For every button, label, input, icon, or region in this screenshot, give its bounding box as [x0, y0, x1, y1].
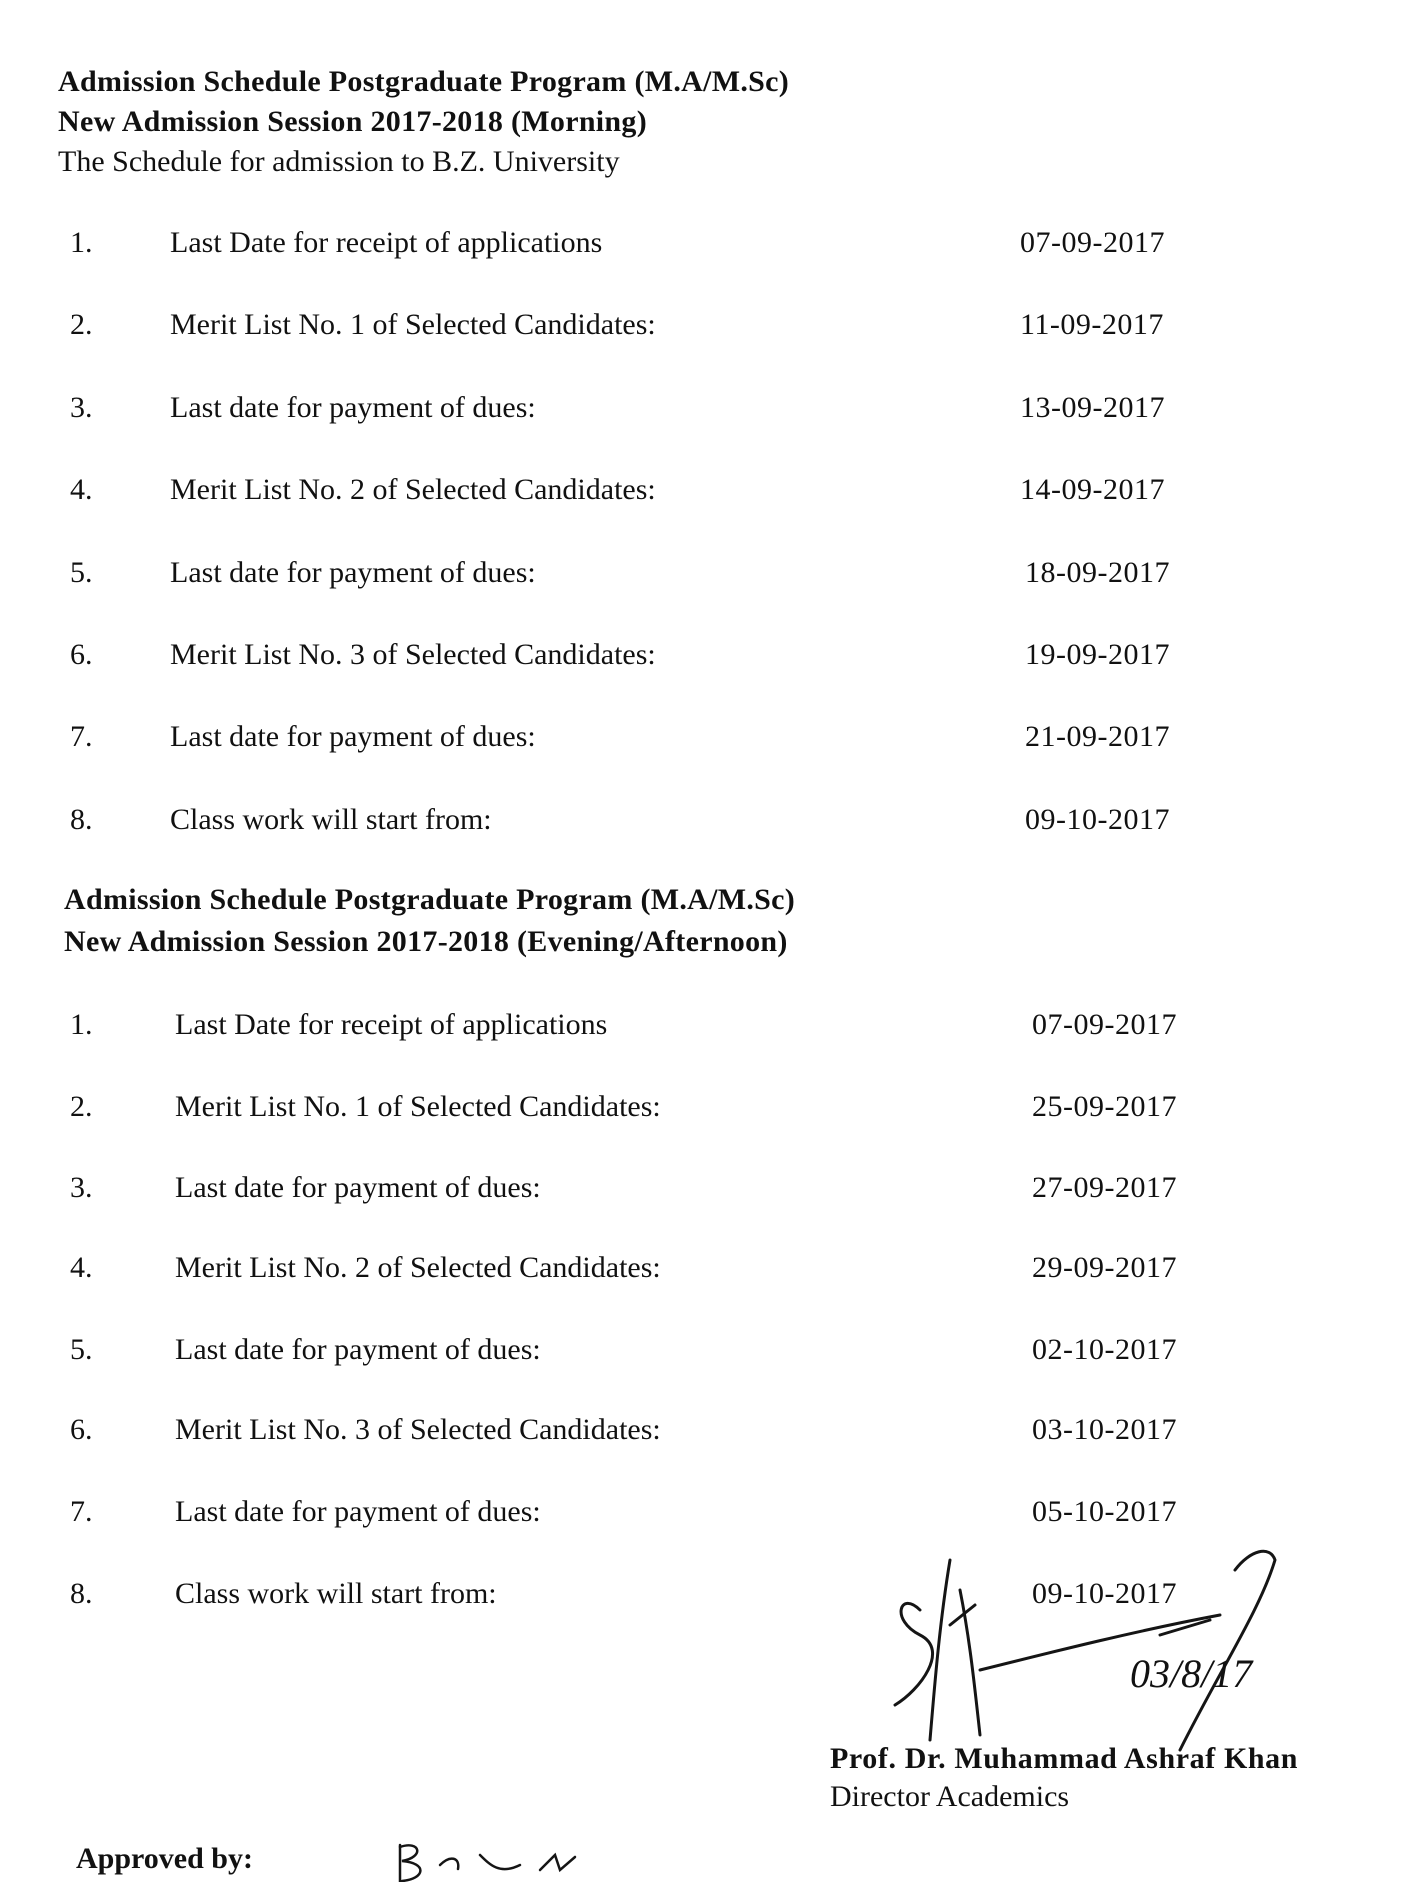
- row-date: 07-09-2017: [1032, 1008, 1177, 1041]
- row-date: 25-09-2017: [1032, 1090, 1177, 1123]
- row-number: 3.: [70, 391, 93, 424]
- row-label: Merit List No. 1 of Selected Candidates:: [170, 308, 656, 341]
- morning-title-line2: New Admission Session 2017-2018 (Morning): [58, 105, 648, 138]
- signatory-title: Director Academics: [830, 1780, 1070, 1813]
- handwritten-date: 03/8/17: [1130, 1651, 1253, 1696]
- row-number: 1.: [70, 226, 93, 259]
- schedule-row: [70, 1087, 1200, 1127]
- row-label: Last date for payment of dues:: [175, 1333, 541, 1366]
- row-label: Last Date for receipt of applications: [170, 226, 603, 259]
- row-number: 5.: [70, 1333, 93, 1366]
- schedule-row: [70, 800, 1190, 840]
- morning-subtitle: The Schedule for admission to B.Z. University: [58, 145, 620, 178]
- approver-signature: [380, 1835, 680, 1882]
- row-number: 8.: [70, 1577, 93, 1610]
- approved-by-label: Approved by:: [76, 1842, 253, 1875]
- evening-title-line2: New Admission Session 2017-2018 (Evening/Afternoon): [64, 925, 788, 958]
- row-number: 6.: [70, 638, 93, 671]
- row-label: Last date for payment of dues:: [170, 720, 536, 753]
- row-number: 7.: [70, 1495, 93, 1528]
- row-date: 29-09-2017: [1032, 1251, 1177, 1284]
- row-label: Class work will start from:: [175, 1577, 497, 1610]
- morning-title-line1: Admission Schedule Postgraduate Program (M.A/M.Sc): [58, 65, 790, 98]
- row-date: 02-10-2017: [1032, 1333, 1177, 1366]
- schedule-row: [70, 1492, 1200, 1532]
- row-label: Merit List No. 1 of Selected Candidates:: [175, 1090, 661, 1123]
- row-date: 11-09-2017: [1020, 308, 1164, 341]
- row-number: 4.: [70, 1251, 93, 1284]
- signatory-name-text: Prof. Dr. Muhammad Ashraf Khan: [830, 1742, 1299, 1775]
- row-number: 7.: [70, 720, 93, 753]
- schedule-row: [70, 553, 1190, 593]
- row-number: 2.: [70, 1090, 93, 1123]
- schedule-row: [70, 470, 1190, 510]
- row-date: 18-09-2017: [1025, 556, 1170, 589]
- schedule-row: [70, 717, 1190, 757]
- evening-title-line1: Admission Schedule Postgraduate Program (M.A/M.Sc): [64, 883, 796, 916]
- row-date: 03-10-2017: [1032, 1413, 1177, 1446]
- row-number: 3.: [70, 1171, 93, 1204]
- row-number: 6.: [70, 1413, 93, 1446]
- row-label: Merit List No. 2 of Selected Candidates:: [170, 473, 656, 506]
- row-label: Last date for payment of dues:: [175, 1495, 541, 1528]
- schedule-row: [70, 223, 1190, 263]
- row-label: Merit List No. 2 of Selected Candidates:: [175, 1251, 661, 1284]
- schedule-row: [70, 305, 1190, 345]
- row-label: Last date for payment of dues:: [170, 391, 536, 424]
- row-number: 8.: [70, 803, 93, 836]
- schedule-row: [70, 1168, 1200, 1208]
- row-date: 14-09-2017: [1020, 473, 1165, 506]
- row-label: Last date for payment of dues:: [175, 1171, 541, 1204]
- schedule-row: [70, 388, 1190, 428]
- row-date: 13-09-2017: [1020, 391, 1165, 424]
- schedule-row: [70, 1248, 1200, 1288]
- row-date: 21-09-2017: [1025, 720, 1170, 753]
- row-date: 27-09-2017: [1032, 1171, 1177, 1204]
- row-number: 1.: [70, 1008, 93, 1041]
- schedule-row: [70, 1330, 1200, 1370]
- signatory-name: [830, 1740, 1298, 1778]
- row-number: 5.: [70, 556, 93, 589]
- row-date: 07-09-2017: [1020, 226, 1165, 259]
- row-date: 09-10-2017: [1025, 803, 1170, 836]
- schedule-row: [70, 1005, 1200, 1045]
- schedule-row: [70, 1410, 1200, 1450]
- row-label: Last Date for receipt of applications: [175, 1008, 608, 1041]
- row-label: Class work will start from:: [170, 803, 492, 836]
- schedule-row: [70, 635, 1190, 675]
- row-number: 2.: [70, 308, 93, 341]
- row-label: Merit List No. 3 of Selected Candidates:: [175, 1413, 661, 1446]
- row-label: Merit List No. 3 of Selected Candidates:: [170, 638, 656, 671]
- row-date: 05-10-2017: [1032, 1495, 1177, 1528]
- row-number: 4.: [70, 473, 93, 506]
- row-label: Last date for payment of dues:: [170, 556, 536, 589]
- row-date: 09-10-2017: [1032, 1577, 1177, 1610]
- row-date: 19-09-2017: [1025, 638, 1170, 671]
